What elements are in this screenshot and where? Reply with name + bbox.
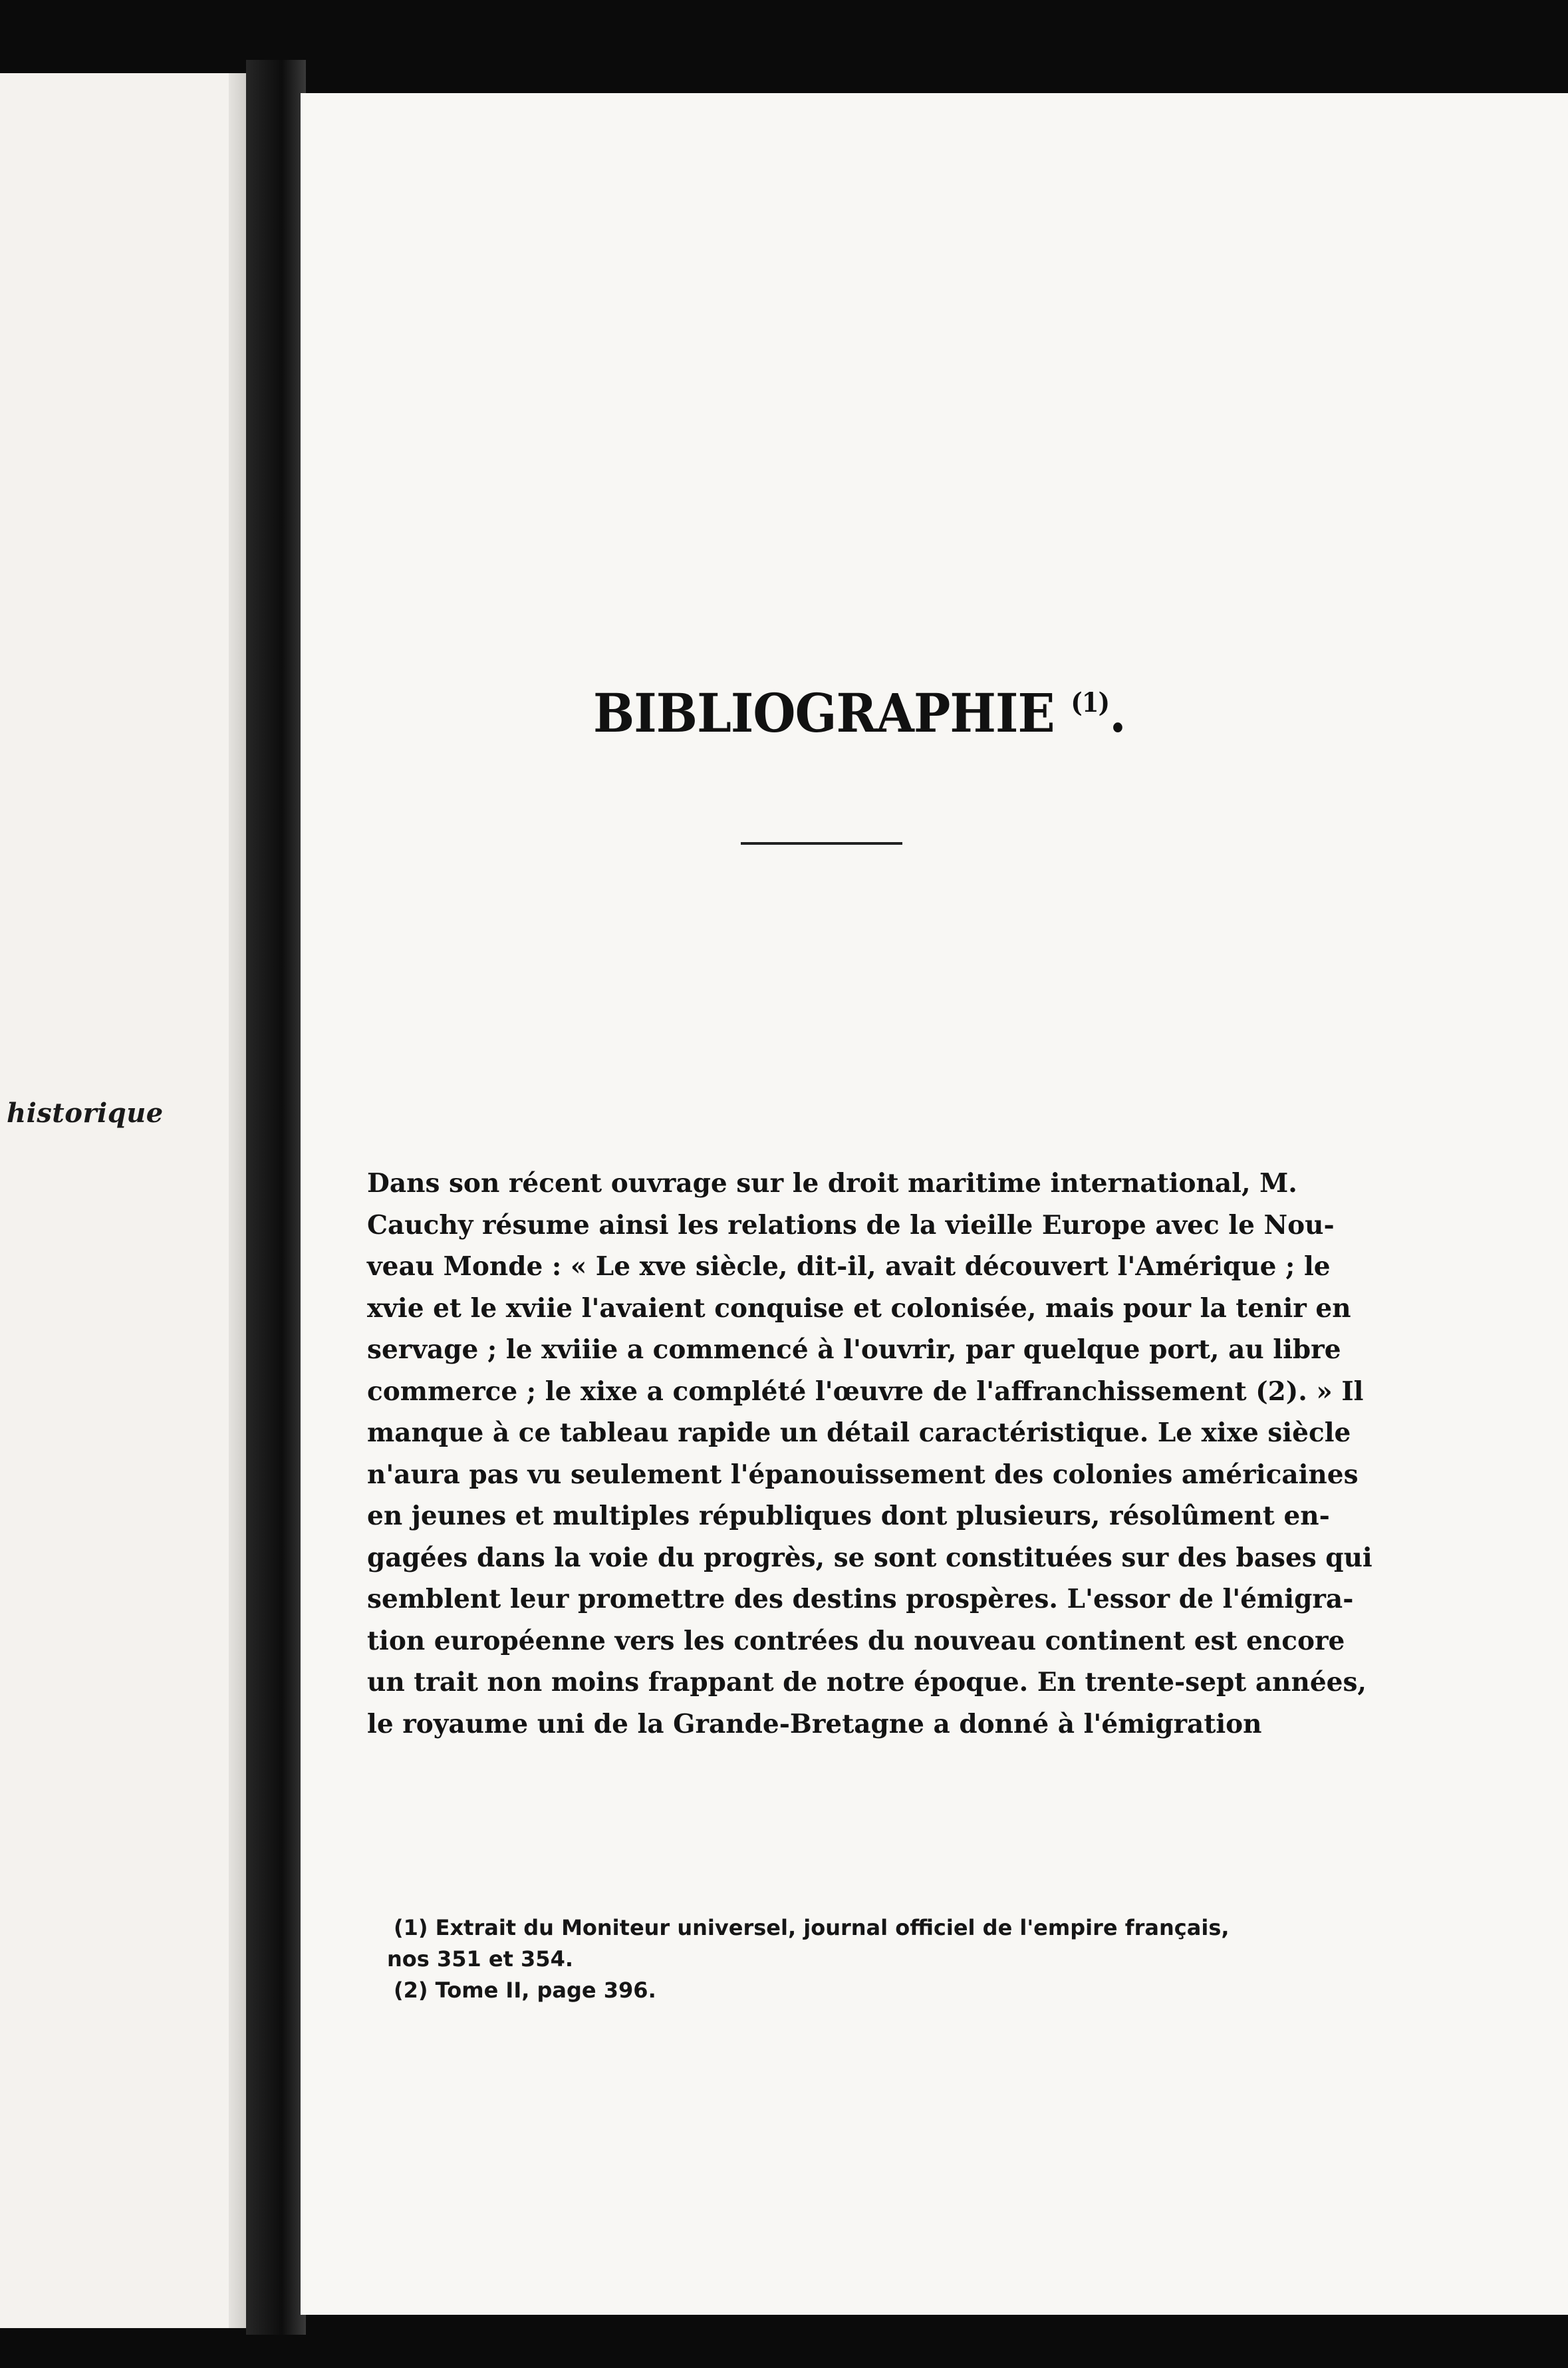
body-line: un trait non moins frappant de notre époque. En trente-sept années, — [367, 1667, 1367, 1698]
left-page — [0, 73, 246, 2328]
footnote-2: (2) Tome II, page 396. — [394, 1978, 656, 2003]
body-line: commerce ; le xixe a complété l'œuvre de l'affranchissement (2). » Il — [367, 1376, 1364, 1407]
heading-period: . — [1109, 682, 1126, 744]
body-line: semblent leur promettre des destins prospères. L'essor de l'émigra- — [367, 1584, 1354, 1614]
body-line: en jeunes et multiples républiques dont plusieurs, résolûment en- — [367, 1501, 1330, 1531]
body-line: n'aura pas vu seulement l'épanouissement des colonies américaines — [367, 1459, 1359, 1490]
book-gutter — [246, 60, 306, 2335]
body-line: le royaume uni de la Grande-Bretagne a donné à l'émigration — [367, 1708, 1262, 1739]
footnote-1: (1) Extrait du Moniteur universel, journal officiel de l'empire français, — [394, 1915, 1230, 1940]
footnotes — [387, 1912, 1230, 2006]
body-line: Cauchy résume ainsi les relations de la vieille Europe avec le Nou- — [367, 1209, 1335, 1241]
page-fold-shadow — [229, 73, 246, 2328]
heading-divider — [741, 842, 902, 845]
heading-title: BIBLIOGRAPHIE — [593, 682, 1055, 744]
heading-footnote-marker: (1) — [1071, 687, 1110, 718]
body-line: gagées dans la voie du progrès, se sont constituées sur des bases qui — [367, 1542, 1372, 1573]
body-line: veau Monde : « Le xve siècle, dit-il, avait découvert l'Amérique ; le — [367, 1251, 1331, 1282]
body-line: servage ; le xviiie a commencé à l'ouvrir, par quelque port, au libre — [367, 1334, 1341, 1365]
body-line: manque à ce tableau rapide un détail caractéristique. Le xixe siècle — [367, 1417, 1351, 1448]
body-line: Dans son récent ouvrage sur le droit maritime international, M. — [367, 1168, 1297, 1199]
page-heading — [593, 682, 1126, 744]
left-page-fragment: historique — [7, 1098, 164, 1129]
main-page — [301, 93, 1568, 2315]
body-line: xvie et le xviie l'avaient conquise et colonisée, mais pour la tenir en — [367, 1292, 1351, 1324]
footnote-1-continuation: nos 351 et 354. — [387, 1946, 573, 1972]
body-paragraph — [367, 1163, 1372, 1745]
body-line: tion européenne vers les contrées du nouveau continent est encore — [367, 1625, 1345, 1656]
